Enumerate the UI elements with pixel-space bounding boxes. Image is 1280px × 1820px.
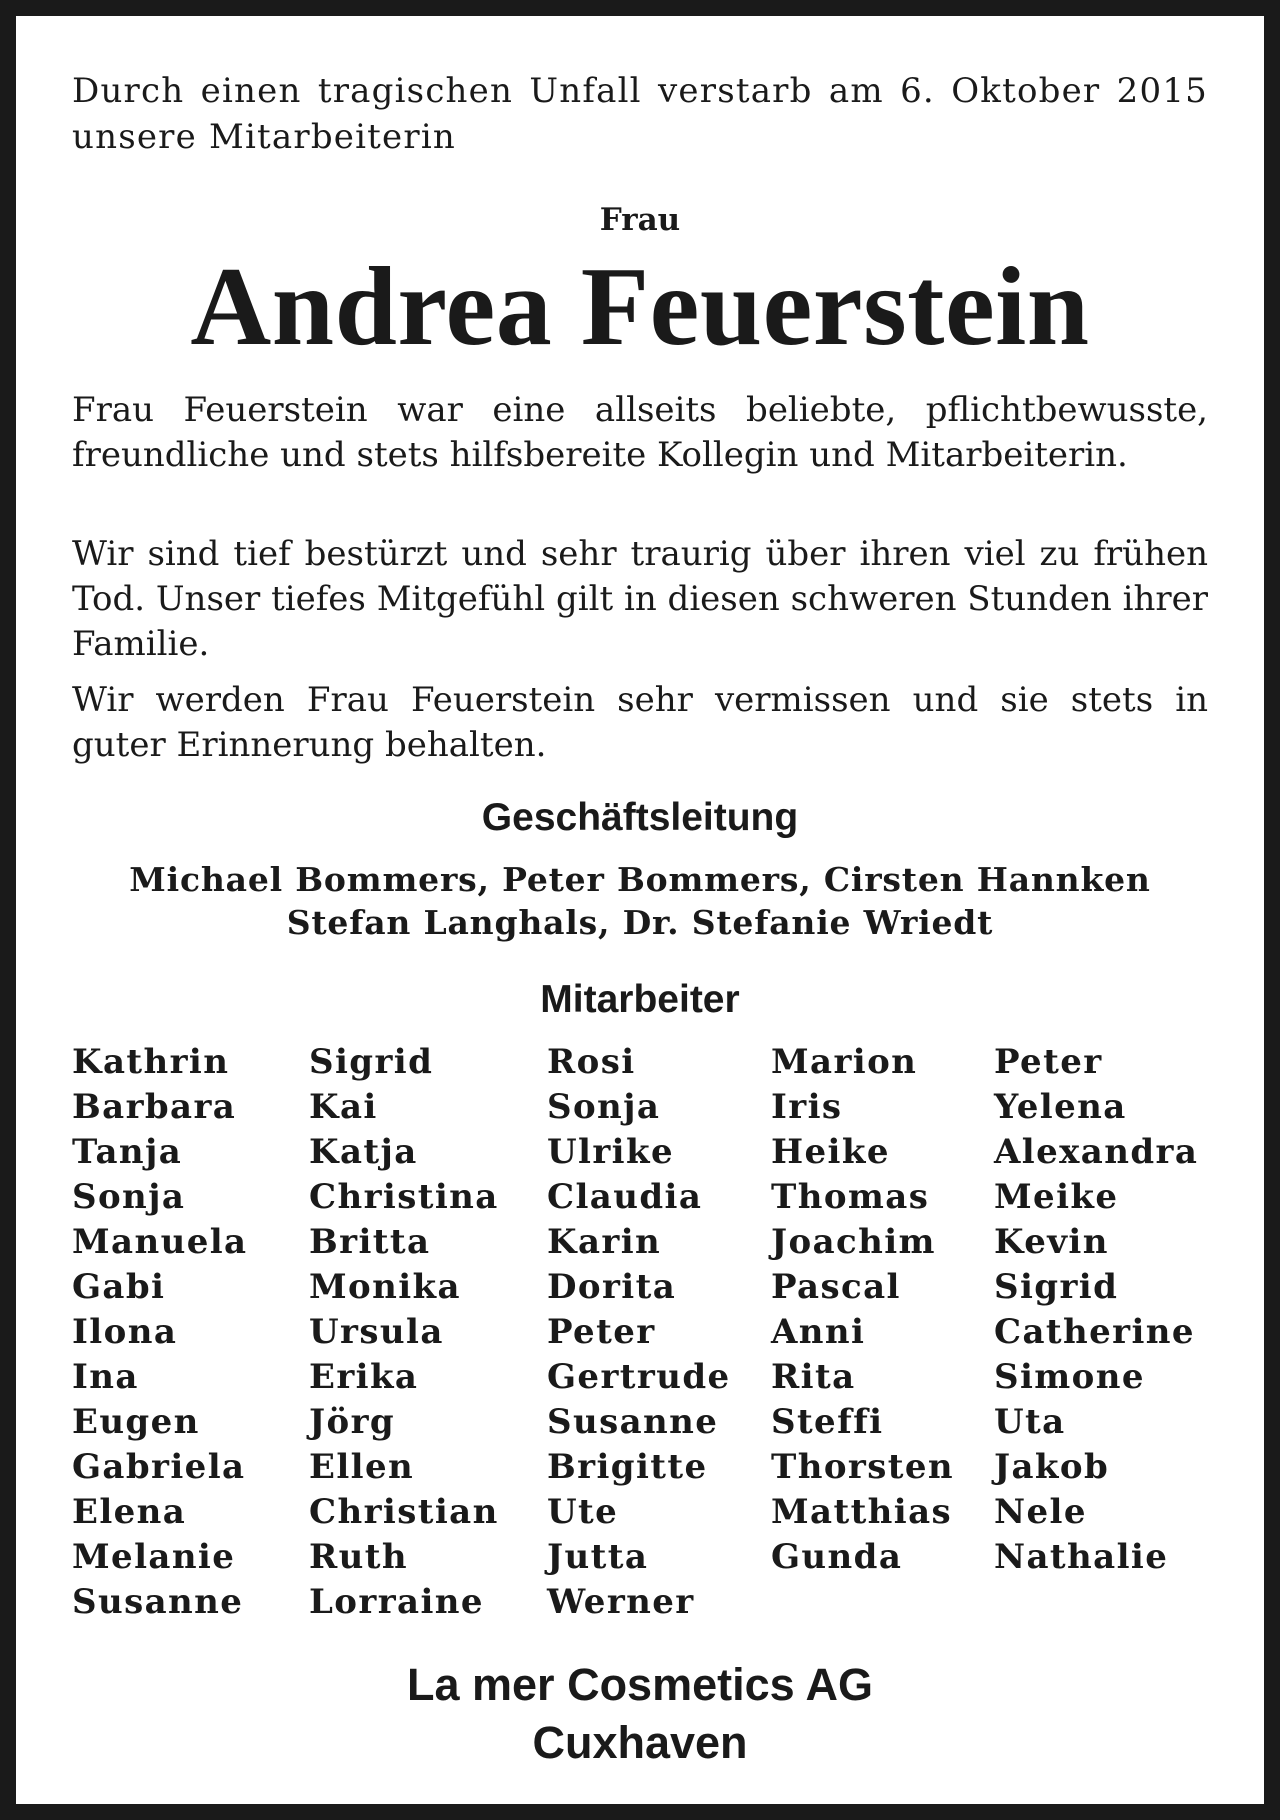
staff-name: Dorita bbox=[547, 1267, 677, 1307]
staff-column-5 bbox=[994, 1040, 1198, 1580]
management-heading: Geschäftsleitung bbox=[481, 796, 799, 839]
staff-name: Werner bbox=[547, 1582, 695, 1622]
staff-name: Lorraine bbox=[309, 1582, 484, 1622]
staff-name: Steffi bbox=[771, 1402, 884, 1442]
staff-name: Alexandra bbox=[994, 1132, 1199, 1172]
staff-name: Marion bbox=[771, 1042, 918, 1082]
staff-name: Eugen bbox=[72, 1402, 200, 1442]
staff-name: Yelena bbox=[994, 1087, 1127, 1127]
staff-name: Susanne bbox=[72, 1582, 244, 1622]
staff-name: Meike bbox=[994, 1177, 1119, 1217]
management-names bbox=[16, 858, 1264, 944]
staff-name: Ina bbox=[72, 1357, 139, 1397]
staff-name: Catherine bbox=[994, 1312, 1195, 1352]
staff-name: Anni bbox=[771, 1312, 866, 1352]
staff-name: Kathrin bbox=[72, 1042, 230, 1082]
staff-name: Rita bbox=[771, 1357, 856, 1397]
staff-name: Gertrude bbox=[547, 1357, 731, 1397]
staff-name: Jakob bbox=[994, 1447, 1110, 1487]
staff-name: Iris bbox=[771, 1087, 843, 1127]
staff-name: Jörg bbox=[309, 1402, 396, 1442]
deceased-name: Andrea Feuerstein bbox=[190, 245, 1090, 369]
staff-name: Uta bbox=[994, 1402, 1066, 1442]
staff-name: Peter bbox=[994, 1042, 1103, 1082]
staff-column-2 bbox=[309, 1040, 499, 1625]
staff-name: Ilona bbox=[72, 1312, 178, 1352]
staff-name: Ursula bbox=[309, 1312, 444, 1352]
staff-name: Jutta bbox=[547, 1537, 649, 1577]
staff-name: Katja bbox=[309, 1132, 418, 1172]
management-line-1: Michael Bommers, Peter Bommers, Cirsten Hannken bbox=[129, 860, 1151, 899]
management-line-2: Stefan Langhals, Dr. Stefanie Wriedt bbox=[286, 903, 994, 942]
company-signature bbox=[16, 1656, 1264, 1772]
staff-name: Simone bbox=[994, 1357, 1145, 1397]
staff-name: Ruth bbox=[309, 1537, 409, 1577]
staff-column-3 bbox=[547, 1040, 731, 1625]
staff-name: Gabriela bbox=[72, 1447, 246, 1487]
staff-name: Sonja bbox=[547, 1087, 661, 1127]
staff-name: Peter bbox=[547, 1312, 656, 1352]
staff-name: Manuela bbox=[72, 1222, 248, 1262]
staff-name: Elena bbox=[72, 1492, 187, 1532]
staff-name: Erika bbox=[309, 1357, 419, 1397]
staff-name: Gunda bbox=[771, 1537, 903, 1577]
staff-name: Karin bbox=[547, 1222, 662, 1262]
staff-name: Thorsten bbox=[771, 1447, 955, 1487]
staff-name: Christian bbox=[309, 1492, 499, 1532]
staff-name: Pascal bbox=[771, 1267, 901, 1307]
staff-name: Susanne bbox=[547, 1402, 719, 1442]
staff-name: Gabi bbox=[72, 1267, 166, 1307]
staff-name: Nathalie bbox=[994, 1537, 1169, 1577]
staff-column-1 bbox=[72, 1040, 247, 1625]
staff-name: Tanja bbox=[72, 1132, 183, 1172]
company-name: La mer Cosmetics AG bbox=[407, 1659, 873, 1710]
staff-name: Christina bbox=[309, 1177, 499, 1217]
staff-name: Ute bbox=[547, 1492, 619, 1532]
staff-name: Sonja bbox=[72, 1177, 186, 1217]
staff-name: Heike bbox=[771, 1132, 890, 1172]
staff-name: Kevin bbox=[994, 1222, 1109, 1262]
staff-name: Barbara bbox=[72, 1087, 237, 1127]
staff-name: Matthias bbox=[771, 1492, 953, 1532]
paragraph-1: Frau Feuerstein war eine allseits beliebte, pflichtbewusste, freundliche und stets hilfsbereite Kollegin und Mitarbeiterin. bbox=[72, 390, 1208, 475]
staff-name: Rosi bbox=[547, 1042, 636, 1082]
staff-names-grid bbox=[72, 1040, 1212, 1622]
paragraph-2: Wir sind tief bestürzt und sehr traurig über ihren viel zu frühen Tod. Unser tiefes Mitgefühl gilt in diesen schweren Stunden ihrer Familie. bbox=[72, 534, 1209, 664]
staff-name: Ulrike bbox=[547, 1132, 674, 1172]
staff-name: Sigrid bbox=[994, 1267, 1119, 1307]
staff-name: Sigrid bbox=[309, 1042, 434, 1082]
staff-name: Kai bbox=[309, 1087, 378, 1127]
staff-name: Britta bbox=[309, 1222, 431, 1262]
staff-column-4 bbox=[771, 1040, 954, 1580]
staff-name: Joachim bbox=[771, 1222, 936, 1262]
staff-name: Brigitte bbox=[547, 1447, 708, 1487]
staff-heading: Mitarbeiter bbox=[540, 978, 740, 1021]
staff-name: Ellen bbox=[309, 1447, 415, 1487]
staff-name: Monika bbox=[309, 1267, 461, 1307]
salutation: Frau bbox=[599, 202, 681, 238]
staff-name: Melanie bbox=[72, 1537, 236, 1577]
company-city: Cuxhaven bbox=[532, 1717, 748, 1768]
staff-name: Thomas bbox=[771, 1177, 930, 1217]
paragraph-3: Wir werden Frau Feuerstein sehr vermissen und sie stets in guter Erinnerung behalten. bbox=[72, 680, 1208, 765]
staff-name: Claudia bbox=[547, 1177, 703, 1217]
intro-text: Durch einen tragischen Unfall verstarb am 6. Oktober 2015 unsere Mitarbeiterin bbox=[72, 71, 1208, 157]
staff-name: Nele bbox=[994, 1492, 1087, 1532]
